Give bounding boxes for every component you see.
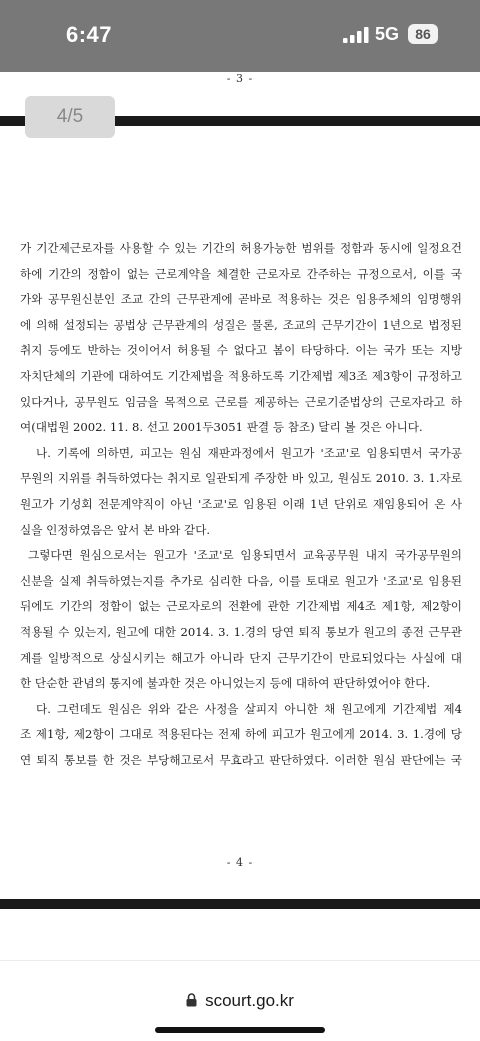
document-line: 연 퇴직 통보를 한 것은 부당해고로서 무효라고 판단하였다. 이러한 원심 판단에는 국 xyxy=(20,752,462,767)
page-number: - 4 - xyxy=(226,856,254,869)
lock-icon xyxy=(186,993,197,1007)
signal-icon xyxy=(343,27,369,43)
document-line: 신분을 실제 취득하였는지를 추가로 심리한 다음, 이를 토대로 원고가 '조교'로 임용된 xyxy=(20,573,462,588)
document-line: 다. 그런데도 원심은 위와 같은 사정을 살피지 아니한 채 원고에게 기간제법 제4 xyxy=(36,701,462,716)
document-line: 조 제1항, 제2항이 그대로 적용된다는 전제 하에 피고가 원고에게 2014. 3. 1.경에 당 xyxy=(20,727,462,742)
document-line: 원고가 기성회 전문계약직이 아닌 '조교'로 임용된 이래 1년 단위로 재임용되어 온 사 xyxy=(20,496,462,511)
url-display[interactable] xyxy=(0,991,480,1011)
document-line: 가와 공무원신분인 조교 간의 근무관계에 곧바로 적용하는 것은 임용주체의 임명행위 xyxy=(20,292,462,307)
url-text: scourt.go.kr xyxy=(205,991,294,1010)
document-line: 에 의해 설정되는 공법상 근무관계의 성질은 물론, 조교의 근무기간이 1년으로 법정된 xyxy=(20,317,462,332)
previous-page-number: - 3 - xyxy=(226,72,254,85)
battery-icon: 86 xyxy=(408,24,438,44)
status-bar xyxy=(0,0,480,72)
document-line: 무원의 지위를 취득하였다는 취지로 일관되게 주장한 바 있고, 원심도 2010. 3. 1.자로 xyxy=(20,471,462,486)
status-time: 6:47 xyxy=(66,22,113,47)
document-line: 하에 기간의 정함이 없는 근로계약을 체결한 근로자로 간주하는 규정으로서, 이를 국 xyxy=(20,266,462,281)
document-line: 실을 인정하였음은 앞서 본 바와 같다. xyxy=(20,522,211,537)
home-indicator[interactable] xyxy=(155,1027,325,1033)
page-divider-bottom xyxy=(0,899,480,909)
document-line: 그렇다면 원심으로서는 원고가 '조교'로 임용되면서 교육공무원 내지 국가공무원의 xyxy=(28,548,462,563)
document-line: 여(대법원 2002. 11. 8. 선고 2001두3051 판결 등 참조) 달리 볼 것은 아니다. xyxy=(20,420,423,435)
network-label: 5G xyxy=(375,24,400,44)
document-line: 가 기간제근로자를 사용할 수 있는 기간의 허용가능한 범위를 정함과 동시에 일정요건 xyxy=(20,241,462,255)
document-body xyxy=(20,236,462,773)
document-line: 뒤에도 기간의 정함이 없는 근로자로의 전환에 관한 기간제법 제4조 제1항, 제2항이 xyxy=(20,599,462,614)
document-line: 있다거나, 공무원도 임금을 목적으로 근로를 제공하는 근로기준법상의 근로자라고 하 xyxy=(20,394,462,409)
document-line: 자치단체의 기관에 대하여도 기간제법을 적용하도록 기간제법 제3조 제3항이 규정하고 xyxy=(20,368,462,383)
document-line: 나. 기록에 의하면, 피고는 원심 재판과정에서 원고가 '조교'로 임용되면서 국가공 xyxy=(36,445,462,460)
document-line: 한 단순한 관념의 통지에 불과한 것은 아니었는지 등에 대하여 판단하였어야 한다. xyxy=(20,676,431,691)
document-line: 취지 등에도 반하는 것이어서 허용될 수 없다고 봄이 타당하다. 이는 국가 또는 지방 xyxy=(20,343,462,358)
browser-address-bar[interactable] xyxy=(0,960,480,1041)
document-line: 계를 일방적으로 상실시키는 해고가 아니라 단지 근무기간이 만료되었다는 사실에 대 xyxy=(20,650,462,665)
page-indicator: 4/5 xyxy=(25,96,115,138)
document-line: 적용될 수 있는지, 원고에 대한 2014. 3. 1.경의 당연 퇴직 통보가 원고의 종전 근무관 xyxy=(20,624,462,639)
